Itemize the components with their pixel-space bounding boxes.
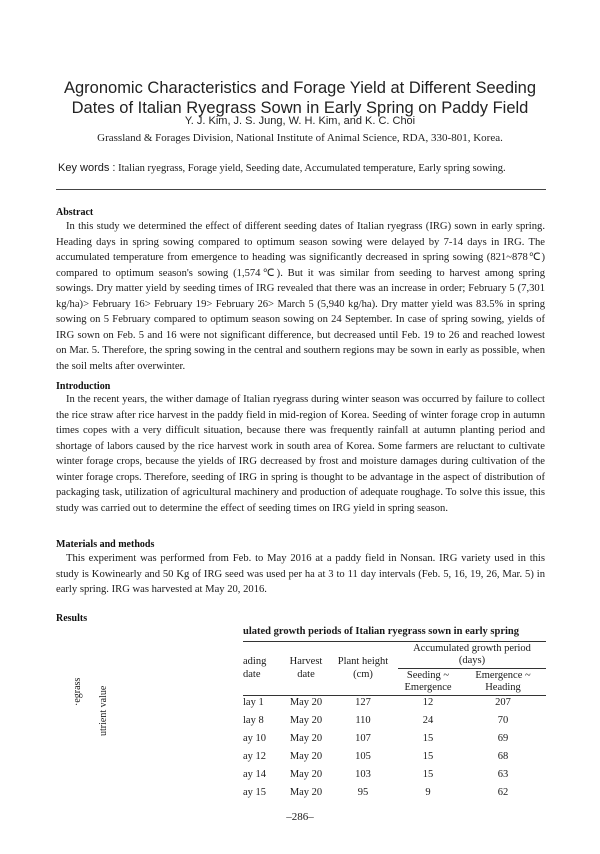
th-plant-height-1: Plant height xyxy=(337,656,389,667)
th-accumulated-1: Accumulated growth period xyxy=(413,643,531,654)
table-cell-height: 103 xyxy=(355,769,371,780)
page-number: –286– xyxy=(286,811,314,823)
table-cell-harvest: May 20 xyxy=(289,715,323,726)
table-cell-emerg-head: 68 xyxy=(497,751,509,762)
table-cell-harvest: May 20 xyxy=(289,769,323,780)
th-seeding-emergence-1: Seeding ~ xyxy=(406,670,450,681)
introduction-text: In the recent years, the wither damage of Italian ryegrass during winter season was occurred by failure to collect the rice straw after rice harvest in the paddy field in mid-region of Korea. Seeding of winter forage crop in autumn times copes with a very difficult situation, because there was frequently rainfall at autumn planting period and shortage of labors caused by the rice harvest work in south area of Korea. Some farmers are reluctant to cultivate winter forage crops, because the yields of IRG decreased by frost and moisture damages during cultivation of the winter forage crops. Therefore, seeding of IRG in spring is thought to be advantage in the aspect of distribution of packaging task, utilization of agricultural machinery and production of adequate roughage. To solve this issue, this study was carried out to determine the effect of seeding times on IRG yield in spring season. xyxy=(56,394,545,514)
table-group-rule xyxy=(398,668,546,669)
th-accumulated-2: (days) xyxy=(458,655,486,666)
table-cell-height: 105 xyxy=(355,751,371,762)
table-cell-seed-emerg: 15 xyxy=(422,733,434,744)
th-emergence-heading-2: Heading xyxy=(485,682,521,693)
table-cell-heading: ay 14 xyxy=(243,769,267,780)
table-cell-height: 110 xyxy=(355,715,371,726)
table-cell-seed-emerg: 15 xyxy=(422,751,434,762)
th-seeding-emergence-2: Emergence xyxy=(404,682,452,693)
table-cell-harvest: May 20 xyxy=(289,787,323,798)
table-cell-harvest: May 20 xyxy=(289,751,323,762)
th-harvest-date-1: Harvest xyxy=(289,656,323,667)
table-cell-heading: ay 10 xyxy=(243,733,267,744)
table-cell-seed-emerg: 12 xyxy=(422,697,434,708)
table-cell-seed-emerg: 15 xyxy=(422,769,434,780)
table-cell-heading: ay 15 xyxy=(243,787,267,798)
results-heading: Results xyxy=(56,613,88,624)
abstract-text: In this study we determined the effect of different seeding dates of Italian ryegrass (IRG) sown in early spring. Heading days in spring sowing compared to optimum season sowing were delayed by 7-14 days in IRG. The accumulated temperature from emergence to heading was significantly decreased in spring sowing (821~878℃) compared to optimum season's sowing (1,574℃). But it was similar from seeding to harvest among spring sowings. Dry matter yield by seeding times of IRG revealed that there was an increase in order; February 5 (7,301 kg/ha)> February 16> February 19> February 26> March 5 (5,940 kg/ha). Dry matter yield was 83.5% in spring sowing on 5 February compared to optimum season sowing on 24 September. In case of spring sowing, yields of IRG sown on Feb. 5 and 16 were not significant difference, but decreased until Feb. 19 to 26 and reached lowest on Mar. 5. Therefore, the spring sowing in the central and southern regions may be sown in early as possible, when the soil melts after overwinter. xyxy=(56,221,545,372)
table-cell-emerg-head: 69 xyxy=(497,733,509,744)
th-emergence-heading-1: Emergence ~ xyxy=(475,670,531,681)
table-header-rule xyxy=(243,695,546,696)
keywords-line xyxy=(58,162,558,174)
table-top-rule xyxy=(243,641,546,642)
table-cell-emerg-head: 207 xyxy=(495,697,511,708)
table-cell-seed-emerg: 9 xyxy=(425,787,431,798)
table-cell-height: 95 xyxy=(357,787,369,798)
table-cell-harvest: May 20 xyxy=(289,733,323,744)
section-divider xyxy=(56,189,546,190)
table-cell-heading: lay 8 xyxy=(243,715,264,726)
table-cell-seed-emerg: 24 xyxy=(422,715,434,726)
table-cell-harvest: May 20 xyxy=(289,697,323,708)
th-heading-date-1: ading xyxy=(243,656,267,667)
paper-title-line-1: Agronomic Characteristics and Forage Yield at Different Seeding xyxy=(63,79,537,97)
methods-text: This experiment was performed from Feb. to May 2016 at a paddy field in Nonsan. IRG variety used in this study is Kowinearly and 50 Kg of IRG seed was used per ha at 3 to 11 day intervals (Feb. 5, 16, 19, 26, Mar. 5) in early spring. IRG was harvested at May 20, 2016. xyxy=(56,553,545,595)
th-harvest-date-2: date xyxy=(297,669,315,680)
table-cell-height: 127 xyxy=(355,697,371,708)
affiliation: Grassland & Forages Division, National Institute of Animal Science, RDA, 330-801, Korea. xyxy=(97,132,503,144)
keywords-label: Key words : xyxy=(58,162,116,174)
introduction-heading: Introduction xyxy=(56,381,111,392)
table-cell-height: 107 xyxy=(355,733,371,744)
table-cell-emerg-head: 62 xyxy=(497,787,509,798)
table-cell-heading: ay 12 xyxy=(243,751,267,762)
paper-title-line-2: Dates of Italian Ryegrass Sown in Early Spring on Paddy Field xyxy=(71,99,529,117)
side-label-nutrient: utrient value xyxy=(98,685,109,736)
methods-heading: Materials and methods xyxy=(56,539,155,550)
table-cell-heading: lay 1 xyxy=(243,697,264,708)
authors: Y. J. Kim, J. S. Jung, W. H. Kim, and K. C. Choi xyxy=(184,115,416,127)
th-plant-height-2: (cm) xyxy=(353,669,373,680)
th-heading-date-2: date xyxy=(243,669,261,680)
abstract-heading: Abstract xyxy=(56,207,94,218)
table-caption: ulated growth periods of Italian ryegrass sown in early spring xyxy=(243,626,520,637)
table-cell-emerg-head: 63 xyxy=(497,769,509,780)
keywords-text: Italian ryegrass, Forage yield, Seeding date, Accumulated temperature, Early spring sowing. xyxy=(118,163,506,174)
side-label-ryegrass: ·egrass xyxy=(72,677,83,706)
table-cell-emerg-head: 70 xyxy=(497,715,509,726)
